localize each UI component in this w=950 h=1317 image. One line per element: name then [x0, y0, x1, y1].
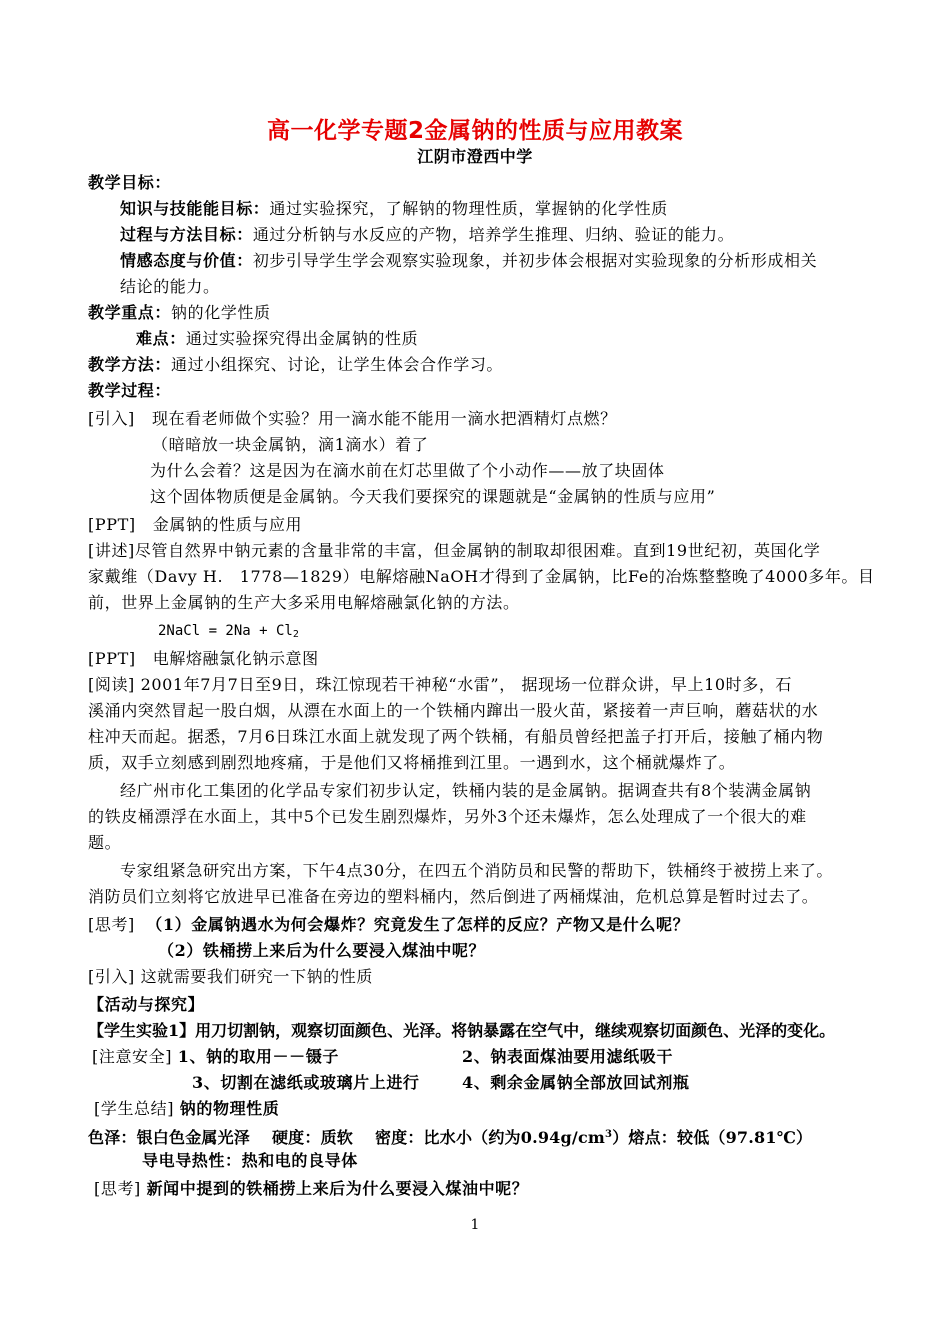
lecture-line-2: 家戴维（Davy H. 1778—1829）电解熔融NaOH才得到了金属钠，比Fe的冶炼整整晚了4000多年。目	[88, 567, 875, 586]
goal-knowledge-text: 通过实验探究，了解钠的物理性质，掌握钠的化学性质	[269, 199, 668, 218]
intro2-line	[88, 966, 373, 988]
experiment-1: 【学生实验1】用刀切割钠，观察切面颜色、光泽。将钠暴露在空气中，继续观察切面颜色、光泽的变化。	[88, 1021, 836, 1040]
think-question-2: （2）铁桶捞上来后为什么要浸入煤油中呢？	[158, 941, 486, 960]
conductivity: 导电导热性：热和电的良导体	[142, 1151, 358, 1170]
safety-1: 1、钠的取用－－镊子	[177, 1047, 339, 1066]
ppt-line-1	[88, 514, 302, 536]
think-line-1	[88, 914, 689, 936]
summary-tag: [学生总结]	[94, 1099, 175, 1118]
page-number: 1	[470, 1217, 480, 1233]
intro-line-1	[88, 408, 617, 430]
chemical-equation	[158, 620, 299, 646]
intro2-text: 这就需要我们研究一下钠的性质	[140, 967, 373, 986]
reading-line-2: 溪涌内突然冒起一股白烟，从漂在水面上的一个铁桶内蹿出一股火苗，紧接着一声巨响，蘑菇状的水	[88, 701, 819, 720]
safety-3: 3、切割在滤纸或玻璃片上进行	[192, 1073, 420, 1092]
reading-line-5: 经广州市化工集团的化学品专家们初步认定，铁桶内装的是金属钠。据调查共有8个装满金属钠	[120, 781, 812, 800]
reading-line-9: 消防员们立刻将它放进早已准备在旁边的塑料桶内，然后倒进了两桶煤油，危机总算是暂时过去了。	[88, 887, 819, 906]
intro-tag: [引入]	[88, 409, 135, 428]
intro2-tag: [引入]	[88, 967, 135, 986]
goal-emotion	[120, 250, 817, 272]
safety-4: 4、剩余金属钠全部放回试剂瓶	[462, 1073, 690, 1092]
intro-line-3: 为什么会着？这是因为在滴水前在灯芯里做了个小动作——放了块固体	[150, 461, 665, 480]
safety-2: 2、钠表面煤油要用滤纸吸干	[462, 1047, 673, 1066]
safety-tag: [注意安全]	[92, 1047, 173, 1066]
ppt-text-1: 金属钠的性质与应用	[152, 515, 303, 534]
reading-line-3: 柱冲天而起。据悉，7月6日珠江水面上就发现了两个铁桶，有船员曾经把盖子打开后，接触了桶内物	[88, 727, 824, 746]
equation-main: 2NaCl = 2Na + Cl	[158, 623, 293, 639]
reading-line-8: 专家组紧急研究出方案，下午4点30分，在四五个消防员和民警的帮助下，铁桶终于被捞上来了。	[120, 861, 833, 880]
reading-line-1: [阅读] 2001年7月7日至9日，珠江惊现若干神秘“水雷”， 据现场一位群众讲，早上10时多，石	[88, 675, 793, 694]
ppt-text-2: 电解熔融氯化钠示意图	[152, 649, 319, 668]
goal-emotion-text: 初步引导学生学会观察实验现象，并初步体会根据对实验现象的分析形成相关	[252, 251, 818, 270]
intro-line-4: 这个固体物质便是金属钠。今天我们要探究的课题就是“金属钠的性质与应用”	[150, 487, 716, 506]
summary-text: 钠的物理性质	[179, 1099, 280, 1118]
process-heading: 教学过程：	[88, 381, 172, 400]
ppt-tag-1: [PPT]	[88, 515, 136, 534]
physical-properties	[88, 1124, 812, 1149]
lecture-line-1: [讲述]尽管自然界中钠元素的含量非常的丰富，但金属钠的制取却很困难。直到19世纪初，英国化学	[88, 541, 821, 560]
intro-line-2: （暗暗放一块金属钠，滴1滴水）着了	[152, 435, 429, 454]
ppt-line-2	[88, 648, 319, 670]
activity-heading: 【活动与探究】	[88, 995, 205, 1014]
difficulty-label: 难点：	[136, 329, 186, 348]
difficulty	[136, 328, 418, 350]
safety-line-1	[92, 1046, 339, 1068]
teaching-method-label: 教学方法：	[88, 355, 172, 374]
goal-knowledge	[120, 198, 668, 220]
difficulty-text: 通过实验探究得出金属钠的性质	[185, 329, 419, 348]
goal-process	[120, 224, 734, 246]
think-tag: [思考]	[88, 915, 135, 934]
document-title: 高一化学专题2金属钠的性质与应用教案	[266, 118, 683, 144]
key-point	[88, 302, 271, 324]
key-point-label: 教学重点：	[88, 303, 172, 322]
key-point-text: 钠的化学性质	[171, 303, 271, 322]
think-question-1: （1）金属钠遇水为何会爆炸？究竟发生了怎样的反应？产物又是什么呢？	[146, 915, 690, 934]
lecture-line-3: 前，世界上金属钠的生产大多采用电解熔融氯化钠的方法。	[88, 593, 520, 612]
reading-line-7: 题。	[88, 833, 122, 852]
goal-knowledge-label: 知识与技能能目标：	[120, 199, 270, 218]
teaching-method-text: 通过小组探究、讨论，让学生体会合作学习。	[171, 355, 504, 374]
props-superscript: 3	[605, 1129, 613, 1140]
goal-process-label: 过程与方法目标：	[120, 225, 253, 244]
goal-emotion-cont: 结论的能力。	[120, 277, 220, 296]
think-tag-2: [思考]	[94, 1179, 141, 1198]
goals-heading: 教学目标：	[88, 173, 172, 192]
goal-process-text: 通过分析钠与水反应的产物，培养学生推理、归纳、验证的能力。	[252, 225, 735, 244]
equation-subscript: 2	[292, 629, 299, 640]
school-name: 江阴市澄西中学	[417, 147, 533, 166]
summary-line	[94, 1098, 279, 1120]
think-text-2: 新闻中提到的铁桶捞上来后为什么要浸入煤油中呢？	[146, 1179, 529, 1198]
think-line-2	[94, 1178, 528, 1200]
goal-emotion-label: 情感态度与价值：	[120, 251, 253, 270]
reading-line-4: 质，双手立刻感到剧烈地疼痛，于是他们又将桶推到江里。一遇到水，这个桶就爆炸了。	[88, 753, 736, 772]
ppt-tag-2: [PPT]	[88, 649, 136, 668]
props-main: 色泽：银白色金属光泽 硬度：质软 密度：比水小（约为0.94g/cm	[88, 1128, 606, 1147]
intro-text-1: 现在看老师做个实验？用一滴水能不能用一滴水把酒精灯点燃？	[151, 409, 617, 428]
teaching-method	[88, 354, 503, 376]
props-tail: ）熔点：较低（97.81℃）	[612, 1128, 813, 1147]
reading-line-6: 的铁皮桶漂浮在水面上，其中5个已发生剧烈爆炸，另外3个还未爆炸，怎么处理成了一个很大的难	[88, 807, 807, 826]
